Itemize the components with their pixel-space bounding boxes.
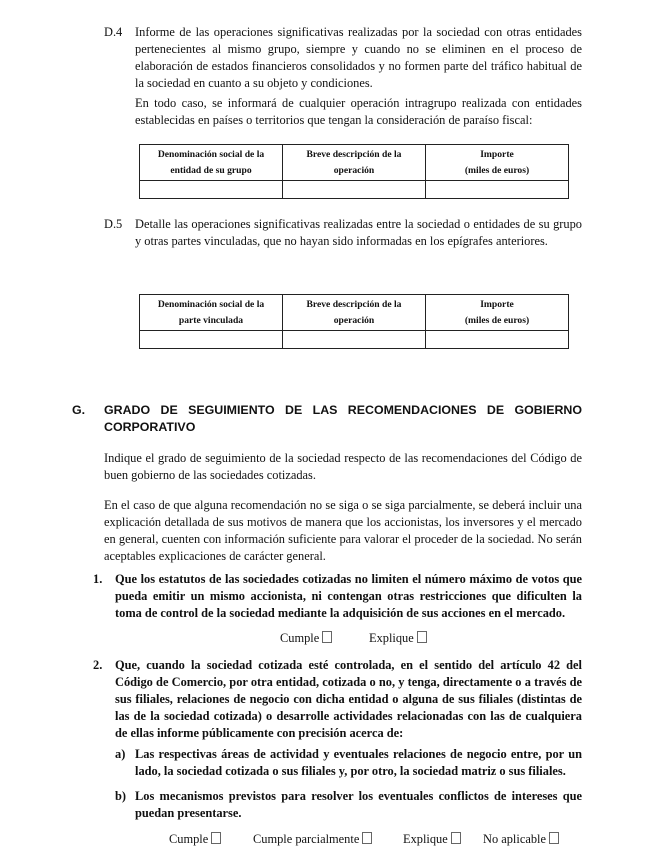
recommendation-2-subitem-b-letter: b)	[115, 789, 127, 803]
d4-cell-empty	[283, 181, 426, 199]
option-explique[interactable]: Explique	[403, 831, 461, 848]
option-explique[interactable]: Explique	[369, 630, 427, 647]
section-d4-paragraph2: En todo caso, se informará de cualquier operación intragrupo realizada con entidades establecidas en países o territorios que tengan la consideración de paraíso fiscal:	[135, 96, 582, 127]
d4-header-descripcion: Breve descripción de la operación	[283, 145, 426, 181]
section-g-intro1: Indique el grado de seguimiento de la sociedad respecto de las recomendaciones del Código de buen gobierno de las sociedades cotizadas.	[104, 451, 582, 482]
recommendation-1-text: Que los estatutos de las sociedades cotizadas no limiten el número máximo de votos que pueda emitir un mismo accionista, ni contengan otras restricciones que dificulten la toma de control de la sociedad mediante la adquisición de sus acciones en el mercado.	[115, 572, 582, 620]
d5-header-importe: Importe (miles de euros)	[426, 295, 569, 331]
section-d5-paragraph: Detalle las operaciones significativas realizadas entre la sociedad o entidades de su grupo y otras partes vinculadas, que no hayan sido informadas en los epígrafes anteriores.	[135, 217, 582, 248]
option-cumple-parcialmente[interactable]: Cumple parcialmente	[253, 831, 372, 848]
recommendation-2-subitem-a-letter: a)	[115, 747, 126, 761]
option-cumple[interactable]: Cumple	[169, 831, 221, 848]
d5-header-denominacion: Denominación social de la parte vinculada	[140, 295, 283, 331]
section-g-intro2: En el caso de que alguna recomendación no se siga o se siga parcialmente, se deberá incluir una explicación detallada de sus motivos de manera que los accionistas, los inversores y el mercado en general, cuenten con información suficiente para valorar el proceder de la sociedad. No serán aceptables explicaciones de carácter general.	[104, 498, 582, 563]
d5-cell-empty	[283, 331, 426, 349]
d4-cell-empty	[426, 181, 569, 199]
section-g-title-line1: GRADO DE SEGUIMIENTO DE LAS RECOMENDACIONES DE GOBIERNO	[104, 403, 582, 417]
recommendation-1-number: 1.	[93, 572, 103, 586]
section-g-letter: G.	[72, 403, 86, 417]
checkbox-icon[interactable]	[417, 631, 427, 643]
d5-cell-empty	[140, 331, 283, 349]
d4-header-importe: Importe (miles de euros)	[426, 145, 569, 181]
checkbox-icon[interactable]	[451, 832, 461, 844]
d4-table-header-row	[140, 145, 569, 181]
section-d4-paragraph1: Informe de las operaciones significativas realizadas por la sociedad con otras entidades pertenecientes al mismo grupo, siempre y cuando no se eliminen en el proceso de elaboración de estados financieros consolidados y no formen parte del tráfico habitual de la sociedad en cuanto a su objeto y condiciones.	[135, 25, 582, 90]
section-d5-number: D.5	[104, 217, 123, 231]
d4-cell-empty	[140, 181, 283, 199]
recommendation-2-number: 2.	[93, 658, 103, 672]
option-no-aplicable[interactable]: No aplicable	[483, 831, 559, 848]
d4-header-denominacion: Denominación social de la entidad de su grupo	[140, 145, 283, 181]
table-row	[140, 181, 569, 199]
recommendation-2-subitem-b-text: Los mecanismos previstos para resolver los eventuales conflictos de intereses que puedan presentarse.	[135, 789, 582, 820]
d5-table	[139, 294, 569, 349]
recommendation-2-subitem-a-text: Las respectivas áreas de actividad y eventuales relaciones de negocio entre, por un lado, la sociedad cotizada o sus filiales y, por otro, la sociedad matriz o sus filiales.	[135, 747, 582, 778]
d4-table	[139, 144, 569, 199]
d5-header-descripcion: Breve descripción de la operación	[283, 295, 426, 331]
checkbox-icon[interactable]	[211, 832, 221, 844]
d5-cell-empty	[426, 331, 569, 349]
checkbox-icon[interactable]	[322, 631, 332, 643]
d5-table-header-row	[140, 295, 569, 331]
recommendation-2-text: Que, cuando la sociedad cotizada esté controlada, en el sentido del artículo 42 del Código de Comercio, por otra entidad, cotizada o no, y tenga, directamente o a través de sus filiales, relaciones de negocio con dicha entidad o alguna de sus filiales (distintas de las de la sociedad cotizada) o desarrolle actividades relacionadas con las de cualquiera de ellas informe públicamente con precisión acerca de:	[115, 658, 582, 740]
checkbox-icon[interactable]	[362, 832, 372, 844]
checkbox-icon[interactable]	[549, 832, 559, 844]
section-d4-number: D.4	[104, 25, 123, 39]
option-cumple[interactable]: Cumple	[280, 630, 332, 647]
section-g-title-line2: CORPORATIVO	[104, 420, 196, 434]
table-row	[140, 331, 569, 349]
